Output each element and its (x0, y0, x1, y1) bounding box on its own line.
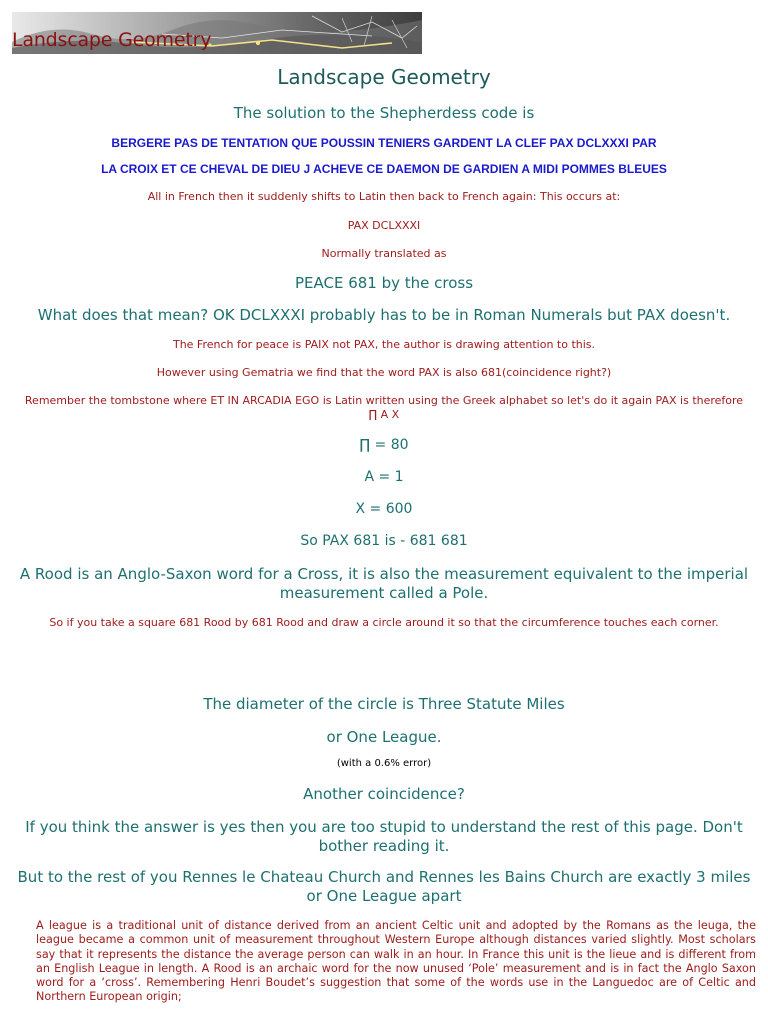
stupid-warning: If you think the answer is yes then you are too stupid to understand the rest of this page. Don't bother reading it. (25, 818, 743, 855)
normally-translated: Normally translated as (321, 247, 447, 260)
tombstone-note: Remember the tombstone where ET IN ARCADIA EGO is Latin written using the Greek alphabet so let's do it again PAX is therefore ∏ A X (24, 394, 744, 421)
square-instruction: So if you take a square 681 Rood by 681 Rood and draw a circle around it so that the circumference touches each corner. (49, 616, 719, 629)
shift-note: All in French then it suddenly shifts to Latin then back to French again: This occurs at: (147, 190, 621, 203)
so-pax-sum: So PAX 681 is - 681 681 (300, 533, 468, 549)
peace-translation: PEACE 681 by the cross (294, 274, 474, 292)
site-banner[interactable] (12, 12, 422, 54)
what-does-it-mean: What does that mean? OK DCLXXXI probably has to be in Roman Numerals but PAX doesn't. (37, 306, 731, 324)
one-league: or One League. (326, 728, 442, 746)
banner-title: Landscape Geometry (12, 29, 212, 51)
circle-diameter: The diameter of the circle is Three Statute Miles (203, 695, 565, 713)
churches-apart: But to the rest of you Rennes le Chateau Church and Rennes les Bains Church are exactly 3 miles or One League apart (17, 868, 751, 905)
league-paragraph: A league is a traditional unit of distance derived from an ancient Celtic unit and adopted by the Romans as the leuga, the league became a common unit of measurement throughout Western Europe although distances varied slightly. Most scholars say that it represents the distance the average person can walk in an hour. In France this unit is the lieue and is different from an English League in length. A Rood is an archaic word for the now unused ‘Pole’ measurement and is in fact the Anglo Saxon word for a ‘cross’. Remembering Henri Boudet’s suggestion that some of the words use in the Languedoc are of Celtic and Northern European origin; (36, 919, 756, 1004)
intro-text: The solution to the Shepherdess code is (233, 104, 535, 122)
code-line-2: LA CROIX ET CE CHEVAL DE DIEU J ACHEVE CE DAEMON DE GARDIEN A MIDI POMMES BLEUES (101, 162, 667, 176)
error-note: (with a 0.6% error) (336, 758, 432, 769)
page-title: Landscape Geometry (277, 65, 491, 89)
a-value: A = 1 (364, 469, 404, 485)
code-line-1: BERGERE PAS DE TENTATION QUE POUSSIN TENIERS GARDENT LA CLEF PAX DCLXXXI PAR (111, 136, 657, 150)
pax-numeral: PAX DCLXXXI (347, 219, 421, 232)
rood-definition: A Rood is an Anglo-Saxon word for a Cross, it is also the measurement equivalent to the imperial measurement called a Pole. (19, 565, 749, 602)
gematria-note: However using Gematria we find that the word PAX is also 681(coincidence right?) (156, 366, 612, 379)
pi-value: ∏ = 80 (359, 437, 409, 453)
x-value: X = 600 (355, 501, 413, 517)
another-coincidence: Another coincidence? (303, 785, 465, 803)
french-peace-note: The French for peace is PAIX not PAX, the author is drawing attention to this. (172, 338, 596, 351)
